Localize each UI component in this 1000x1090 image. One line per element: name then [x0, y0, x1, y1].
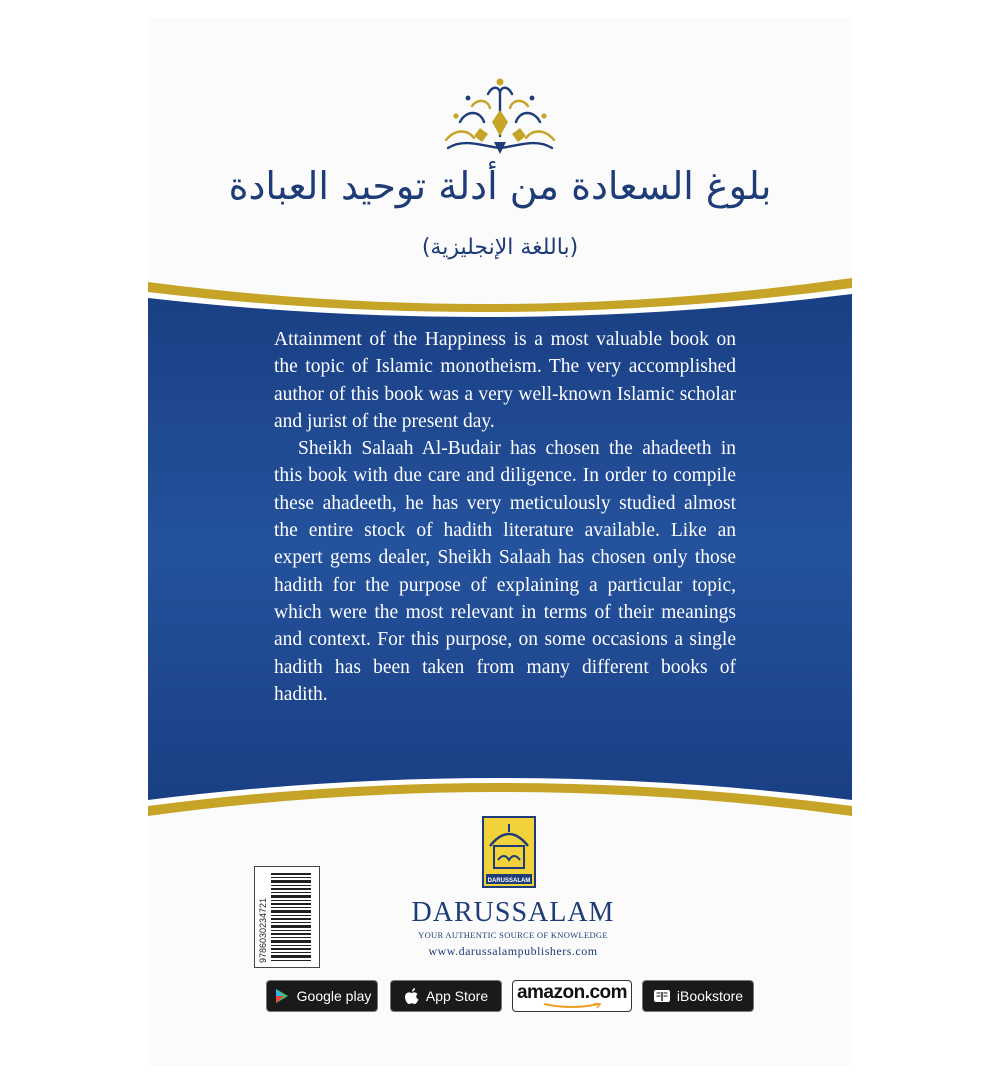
arabic-subtitle: (باللغة الإنجليزية)	[421, 235, 579, 260]
app-store-label: App Store	[425, 988, 489, 1004]
book-icon	[653, 988, 671, 1004]
description-paragraph: Sheikh Salaah Al-Budair has chosen the ahadeeth in this book with due care and diligence. In order to compile these ahadeeth, he has very meticulously studied almost the entire stock of hadith literature available. Like an expert gems dealer, Sheikh Salaah has chosen only those hadith for the purpose of explaining a particular topic, which were the most relevant in terms of their meanings and context. For this purpose, on some occasions a single hadith has been taken from many different books of hadith.	[274, 438, 736, 705]
book-description	[274, 326, 736, 708]
barcode	[254, 866, 320, 968]
ibookstore-badge	[642, 980, 754, 1012]
book-back-cover	[148, 18, 852, 1066]
ibookstore-label: iBookstore	[676, 988, 744, 1004]
store-badges	[266, 980, 786, 1014]
amazon-smile-icon	[542, 1003, 602, 1009]
apple-icon	[404, 987, 420, 1005]
darussalam-logo-icon	[482, 816, 536, 888]
barcode-number: 9786030234721	[258, 897, 268, 963]
barcode-bars-icon	[255, 867, 319, 967]
amazon-label: amazon.com	[516, 982, 628, 1003]
floral-ornament-icon	[438, 76, 562, 158]
publisher-tagline: YOUR AUTHENTIC SOURCE OF KNOWLEDGE	[418, 930, 608, 940]
google-play-label: Google play	[296, 988, 372, 1004]
publisher-url: www.darussalampublishers.com	[428, 944, 598, 958]
play-triangle-icon	[273, 987, 291, 1005]
arabic-title: بلوغ السعادة من أدلة توحيد العبادة	[228, 164, 772, 208]
logo-text: DARUSSALAM	[487, 878, 531, 884]
amazon-badge	[512, 980, 632, 1012]
description-paragraph: Attainment of the Happiness is a most valuable book on the topic of Islamic monotheism. The very accomplished author of this book was a very well-known Islamic scholar and jurist of the present day.	[274, 329, 736, 432]
google-play-badge	[266, 980, 378, 1012]
app-store-badge	[390, 980, 502, 1012]
publisher-name: DARUSSALAM	[411, 897, 615, 928]
